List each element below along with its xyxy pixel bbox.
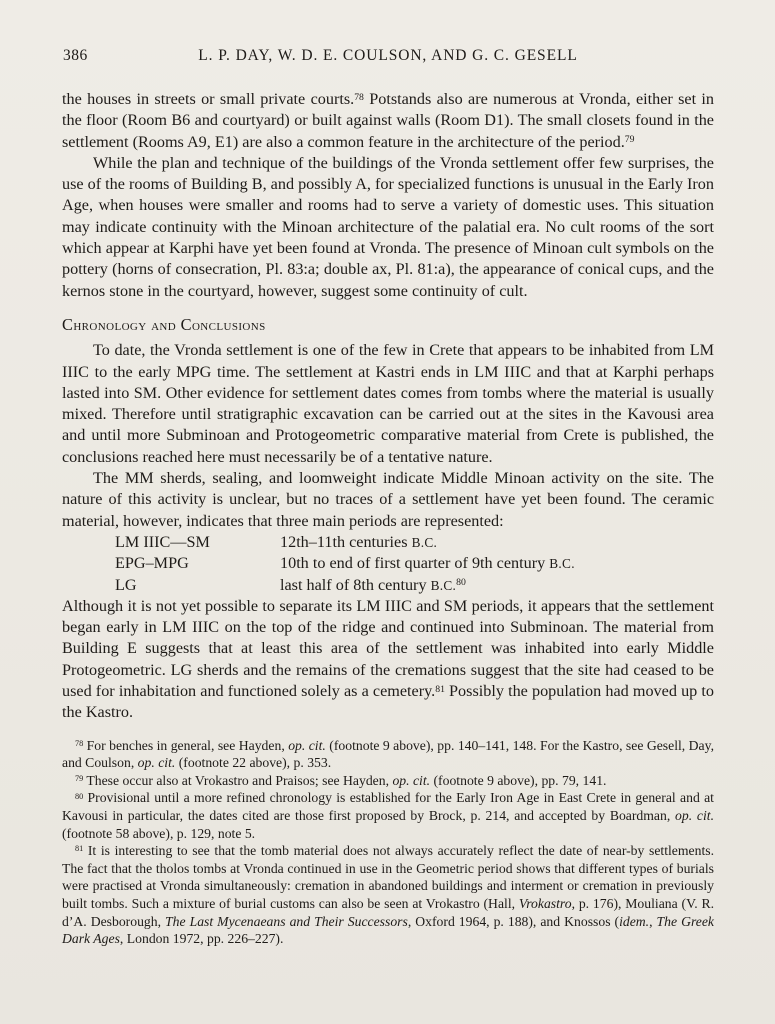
page-number: 386: [63, 47, 88, 64]
chronology-date: last half of 8th century B.C.$^{80}$: [280, 575, 466, 594]
chronology-date: 10th to end of first quarter of 9th century B.C.: [280, 554, 575, 573]
chronology-period: EPG–MPG: [115, 554, 189, 573]
article-body: [62, 89, 714, 724]
chronology-table: [115, 532, 714, 596]
paragraph-although: Although it is not yet possible to separate its LM IIIC and SM periods, it appears that the settlement began early in LM IIIC on the top of the ridge and continued into Subminoan. The material from Building E suggests that at least this area of the settlement was inhabited into early Middle Protogeometric. LG sherds and the remains of the cremations suggest that the site had ceased to be used for inhabitation and functioned solely as a cemetery.$^{81}$ Possibly the population had moved up to the Kastro.: [62, 596, 714, 722]
section-heading-chronology: Chronology and Conclusions: [62, 314, 266, 334]
running-head-authors: L. P. DAY, W. D. E. COULSON, AND G. C. GESELL: [198, 47, 578, 64]
paragraph-mm-sherds: The MM sherds, sealing, and loomweight indicate Middle Minoan activity on the site. The nature of this activity is unclear, but no traces of a settlement have yet been found. The ceramic material, however, indicates that three main periods are represented:: [62, 469, 714, 530]
footnote-79: $^{79}$ These occur also at Vrokastro and Praisos; see Hayden, op. cit. (footnote 9 above), pp. 79, 141.: [75, 772, 607, 788]
chronology-period: LM IIIC—SM: [115, 532, 210, 551]
paragraph-plan-technique: While the plan and technique of the buildings of the Vronda settlement offer few surprises, the use of the rooms of Building B, and possibly A, for specialized functions is unusual in the Early Iron Age, when houses were smaller and rooms had to serve a variety of domestic uses. This situation may indicate continuity with the Minoan architecture of the palatial era. No cult rooms of the sort which appear at Karphi have yet been found at Vronda. The presence of Minoan cult symbols on the pottery (horns of consecration, Pl. 83:a; double ax, Pl. 81:a), the appearance of conical cups, and the kernos stone in the courtyard, however, suggest some continuity of cult.: [62, 153, 714, 300]
paragraph-to-date: To date, the Vronda settlement is one of the few in Crete that appears to be inhabited from LM IIIC to the early MPG time. The settlement at Kastri ends in LM IIIC and that at Karphi perhaps lasted into SM. Other evidence for settlement dates comes from tombs where the material is usually mixed. Therefore until stratigraphic excavation can be carried out at the sites in the Kavousi area and until more Subminoan and Protogeometric comparative material from Crete is published, the conclusions reached here must necessarily be of a tentative nature.: [62, 341, 714, 466]
chronology-date: 12th–11th centuries B.C.: [280, 532, 438, 551]
footnotes-block: [62, 737, 714, 948]
chronology-row: [115, 553, 714, 574]
paragraph-continuation: the houses in streets or small private courts.$^{78}$ Potstands also are numerous at Vronda, either set in the floor (Room B6 and courtyard) or built against walls (Room D1). The small closets found in the settlement (Rooms A9, E1) are also a common feature in the architecture of the period.$^{79}$: [62, 90, 715, 151]
running-header: [62, 47, 714, 65]
footnote-78: $^{78}$ For benches in general, see Hayden, op. cit. (footnote 9 above), pp. 140–141, 148. For the Kastro, see Gesell, Day, and Coulson, op. cit. (footnote 22 above), p. 353.: [62, 737, 715, 771]
footnote-80: $^{80}$ Provisional until a more refined chronology is established for the Early Iron Age in East Crete in general and at Kavousi in particular, the dates cited are those first proposed by Brock, p. 214, and accepted by Boardman, op. cit. (footnote 58 above), p. 129, note 5.: [62, 790, 715, 841]
footnote-81: $^{81}$ It is interesting to see that the tomb material does not always accurately reflect the date of near-by settlements. The fact that the tholos tombs at Vronda continued in use in the Geometric period shows that different types of burials were practised at Vronda simultaneously: cremation in abandoned buildings and interment or cremation in previously built tombs. Such a mixture of burial customs can also be seen at Vrokastro (Hall, Vrokastro, p. 176), Mouliana (V. R. d’A. Desborough, The Last Mycenaeans and Their Successors, Oxford 1964, p. 188), and Knossos (idem., The Greek Dark Ages, London 1972, pp. 226–227).: [62, 843, 714, 947]
chronology-row: [115, 532, 714, 553]
chronology-row: [115, 575, 714, 596]
chronology-period: LG: [115, 575, 137, 594]
